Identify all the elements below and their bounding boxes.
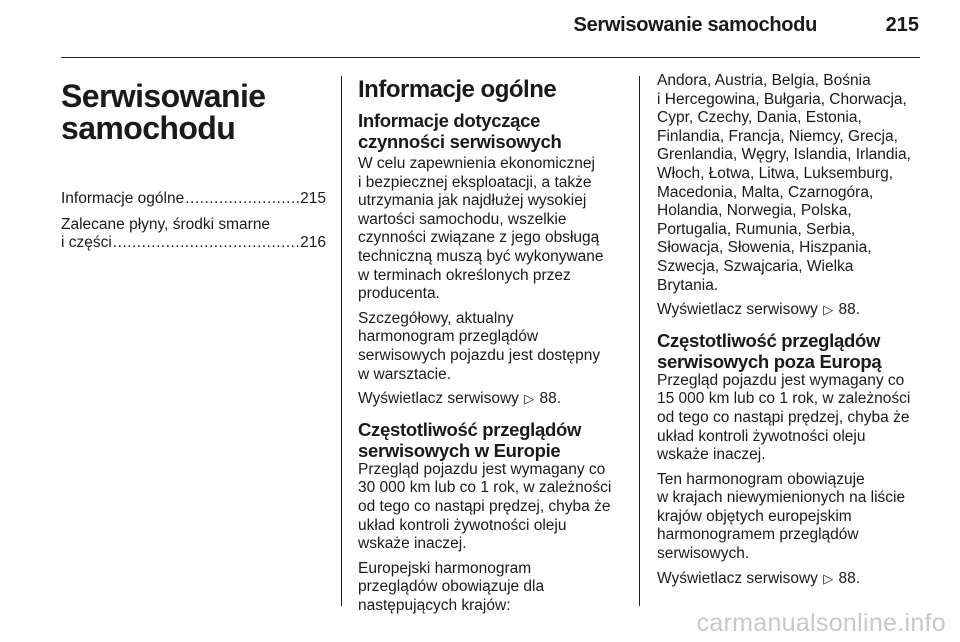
subheading-europe-interval: Częstotliwość przeglądów serwisowych w Europie [358, 418, 582, 461]
toc-leader-dots [113, 234, 299, 253]
text-column-3 [657, 72, 929, 594]
paragraph-country-list: Andora, Austria, Belgia, Bośnia i Hercegowina, Bułgaria, Chorwacja, Cypr, Czechy, Dania, Estonia, Finlandia, Francja, Niemcy, Grecja, Grenlandia, Węgry, Islandia, Irlandia, Włoch, Łotwa, Litwa, Luksemburg, Macedonia, Malta, Czarnogóra, Holandia, Norwegia, Polska, Portugalia, Rumunia, Serbia, Słowacja, Słowenia, Hiszpania, Szwecja, Szwajcaria, Wielka Brytania. [657, 72, 911, 294]
toc-entry-page: 216 [300, 234, 326, 251]
cross-reference[interactable]: Wyświetlacz serwisowy ▷ 88. [657, 301, 861, 319]
page-reference-arrow-icon: ▷ [524, 391, 535, 407]
paragraph-europe-countries-intro: Europejski harmonogram przeglądów obowiązuje dla następujących krajów: [358, 559, 545, 614]
chapter-title: Serwisowanie samochodu [61, 78, 266, 146]
chapter-column [61, 72, 326, 260]
column-divider [639, 76, 640, 606]
cross-reference[interactable]: Wyświetlacz serwisowy ▷ 88. [657, 569, 861, 587]
text-column-2 [358, 72, 626, 621]
chapter-toc [61, 190, 326, 253]
page-reference-arrow-icon: ▷ [823, 302, 834, 318]
section-heading-general-info: Informacje ogólne [358, 76, 557, 103]
paragraph-outside-europe-schedule: Ten harmonogram obowiązuje w krajach niewymienionych na liście krajów objętych europejskim harmonogramem przeglądów serwisowych. [657, 470, 906, 563]
toc-leader-dots [185, 190, 299, 209]
toc-entry-label: Informacje ogólne [61, 190, 185, 207]
paragraph-service-schedule: Szczegółowy, aktualny harmonogram przeglądów serwisowych pojazdu jest dostępny w warsztacie. [358, 309, 601, 383]
page-reference-arrow-icon: ▷ [823, 570, 834, 586]
paragraph-service-intro: W celu zapewnienia ekonomicznej i bezpiecznej eksploatacji, a także utrzymania jak najdłużej wysokiej wartości samochodu, wszelkie czynności związane z jego obsługą techniczną muszą być wykonywane w terminach określonych przez producenta. [358, 155, 604, 303]
running-header-title: Serwisowanie samochodu [573, 14, 817, 36]
paragraph-europe-interval: Przegląd pojazdu jest wymagany co 30 000 km lub co 1 rok, w zależności od tego co nastąpi prędzej, chyba że układ kontroli żywotności oleju wskaże inaczej. [358, 460, 612, 553]
toc-entry-fluids-lubricants[interactable] [61, 216, 326, 253]
toc-entry-page: 215 [300, 190, 326, 207]
subheading-outside-europe-interval: Częstotliwość przeglądów serwisowych poza Europą [657, 329, 882, 372]
subheading-service-info: Informacje dotyczące czynności serwisowych [358, 110, 562, 152]
toc-entry-general-info[interactable] [61, 190, 326, 209]
watermark-text: carmanualsonline.info [696, 609, 946, 637]
column-divider [341, 76, 342, 606]
page-number: 215 [885, 14, 919, 36]
cross-reference[interactable]: Wyświetlacz serwisowy ▷ 88. [358, 390, 562, 408]
header-rule [61, 57, 920, 58]
toc-entry-line [61, 234, 326, 253]
toc-entry-label-cont: i części [61, 234, 112, 251]
toc-entry-label: Zalecane płyny, środki smarne [61, 215, 271, 233]
paragraph-outside-europe-interval: Przegląd pojazdu jest wymagany co 15 000 km lub co 1 rok, w zależności od tego co nastąpi prędzej, chyba że układ kontroli żywotności oleju wskaże inaczej. [657, 371, 911, 464]
